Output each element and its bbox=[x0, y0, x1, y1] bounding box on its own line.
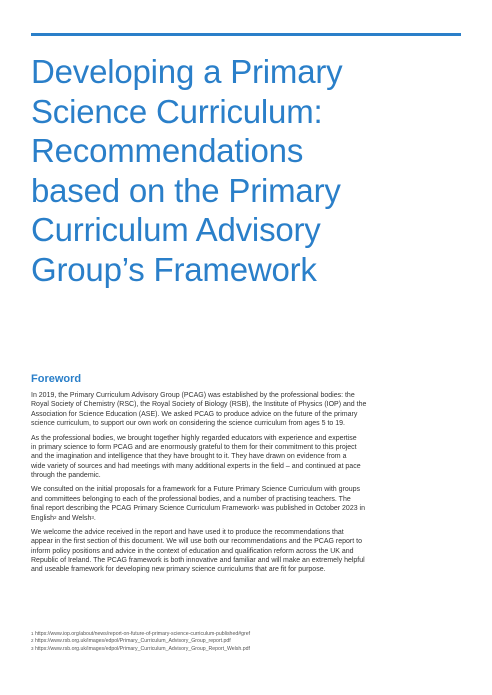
document-title bbox=[31, 52, 471, 289]
footnote-link[interactable]: https://www.iop.org/about/news/report-on-future-of-primary-science-curriculum-published#gref bbox=[33, 631, 251, 637]
text-line: Royal Society of Chemistry (RSC), the Royal Society of Biology (RSB), the Institute of Physics (IOP) and the bbox=[31, 401, 367, 409]
footnote-link[interactable]: https://www.rsb.org.uk/images/edpol/Primary_Curriculum_Advisory_Group_report.pdf bbox=[33, 638, 231, 645]
footnote-number: 1 bbox=[31, 631, 34, 636]
paragraph bbox=[31, 391, 465, 428]
footnote-ref[interactable]: 1 bbox=[257, 505, 260, 511]
title-line: Recommendations bbox=[31, 132, 304, 169]
foreword-heading: Foreword bbox=[31, 373, 82, 385]
paragraph bbox=[31, 434, 465, 481]
text-line: We welcome the advice received in the report and have used it to produce the recommendations that bbox=[31, 529, 344, 537]
footnote-ref[interactable]: 3 bbox=[91, 514, 94, 520]
footnote bbox=[31, 638, 465, 645]
text-line: final report describing the PCAG Primary Science Curriculum Framework bbox=[31, 505, 258, 513]
text-line: and useable framework for developing new primary science curriculums that are fit for purpose. bbox=[31, 566, 326, 574]
footnote bbox=[31, 631, 465, 638]
text-line: inform policy positions and advice in the context of education and qualification reform across the UK and bbox=[31, 547, 354, 555]
text-line: English bbox=[31, 514, 54, 522]
title-line: Developing a Primary bbox=[31, 53, 343, 90]
title-line: Curriculum Advisory bbox=[31, 211, 321, 248]
footnote-link[interactable]: https://www.rsb.org.uk/images/edpol/Primary_Curriculum_Advisory_Group_Report_Welsh.pdf bbox=[33, 645, 250, 652]
footnotes bbox=[31, 631, 465, 653]
title-line: Science Curriculum: bbox=[31, 92, 323, 130]
text-line: in primary science to form PCAG and are enormously grateful to them for their commitment to this project bbox=[31, 443, 357, 451]
text-line: As the professional bodies, we brought together highly regarded educators with experience and expertise bbox=[31, 434, 357, 442]
footnote-ref[interactable]: 2 bbox=[53, 514, 57, 520]
text-line: science curriculum, to support our own work on considering the science curriculum from ages 5 to 19. bbox=[31, 420, 345, 428]
footnote-number: 3 bbox=[31, 645, 34, 651]
title-line: based on the Primary bbox=[31, 171, 341, 209]
text-line: through the pandemic. bbox=[31, 471, 101, 479]
text-line: . bbox=[93, 514, 96, 522]
text-line: We consulted on the initial proposals for a framework for a Future Primary Science Curriculum with groups bbox=[31, 486, 361, 494]
footnote-number: 2 bbox=[31, 638, 34, 644]
text-line: wide variety of sources and had meetings with many additional experts in the field – and continued at pace bbox=[31, 462, 361, 470]
header-rule bbox=[31, 33, 461, 36]
text-line: and committees belonging to each of the professional bodies, and a number of practising teachers. The bbox=[31, 495, 351, 503]
paragraph bbox=[31, 485, 465, 522]
text-line: and Welsh bbox=[56, 514, 92, 522]
title-line: Group’s Framework bbox=[31, 250, 317, 288]
foreword-body bbox=[31, 391, 465, 580]
text-line: and the imagination and intelligence that they have brought to it. They have drawn on evidence from a bbox=[31, 453, 347, 461]
text-line: Association for Science Education (ASE). We asked PCAG to produce advice on the future of the primary bbox=[31, 410, 358, 418]
footnote bbox=[31, 646, 465, 653]
text-line: was published in October 2023 in bbox=[259, 505, 366, 513]
text-line: appear in the first section of this document. We will use both our recommendations and the PCAG report to bbox=[31, 538, 362, 546]
text-line: In 2019, the Primary Curriculum Advisory Group (PCAG) was established by the professional bodies: the bbox=[31, 392, 355, 399]
text-line: Republic of Ireland. The PCAG framework is both innovative and familiar and will make an extremely helpful bbox=[31, 557, 365, 565]
paragraph bbox=[31, 528, 465, 575]
